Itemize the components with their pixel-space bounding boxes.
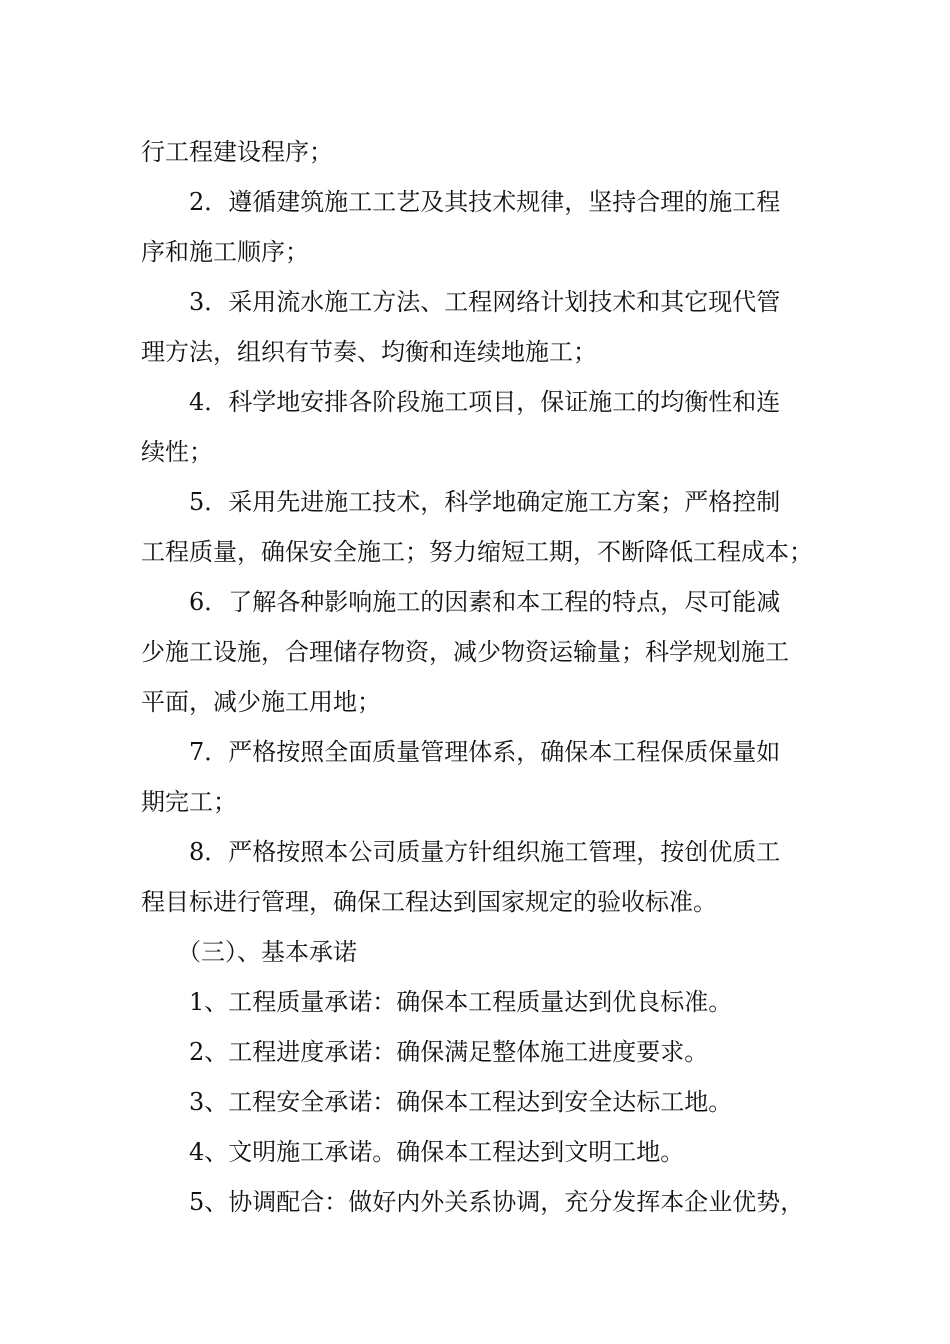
commitment-item-4 [141,1127,831,1177]
text-line: 1、工程质量承诺：确保本工程质量达到优良标准。 [189,988,733,1016]
text-line: 4．科学地安排各阶段施工项目，保证施工的均衡性和连 [189,388,781,416]
paragraph-item-6 [141,577,831,727]
text-line: 3、工程安全承诺：确保本工程达到安全达标工地。 [189,1088,733,1116]
paragraph-item-5 [141,477,831,577]
text-line: 少施工设施，合理储存物资，减少物资运输量；科学规划施工 [141,638,789,666]
text-line: 工程质量，确保安全施工；努力缩短工期，不断降低工程成本； [141,538,813,566]
heading-line: （三）、基本承诺 [177,938,357,966]
text-line: 3．采用流水施工方法、工程网络计划技术和其它现代管 [189,288,781,316]
document-body [141,127,831,1227]
section-heading [141,927,831,977]
text-line: 程目标进行管理，确保工程达到国家规定的验收标准。 [141,888,717,916]
text-line: 2、工程进度承诺：确保满足整体施工进度要求。 [189,1038,709,1066]
text-line: 2．遵循建筑施工工艺及其技术规律，坚持合理的施工程 [189,188,781,216]
text-line: 续性； [141,438,213,466]
text-line: 6．了解各种影响施工的因素和本工程的特点，尽可能减 [189,588,781,616]
text-line: 5、协调配合：做好内外关系协调，充分发挥本企业优势， [189,1188,805,1216]
commitment-item-3 [141,1077,831,1127]
commitment-item-2 [141,1027,831,1077]
paragraph-item-4 [141,377,831,477]
text-line: 5．采用先进施工技术，科学地确定施工方案；严格控制 [189,488,781,516]
paragraph-item-2 [141,177,831,277]
text-line: 8．严格按照本公司质量方针组织施工管理，按创优质工 [189,838,781,866]
text-line: 序和施工顺序； [141,238,309,266]
text-line: 4、文明施工承诺。确保本工程达到文明工地。 [189,1138,685,1166]
text-line: 理方法，组织有节奏、均衡和连续地施工； [141,338,597,366]
paragraph-continuation [141,127,831,177]
paragraph-item-7 [141,727,831,827]
commitment-item-1 [141,977,831,1027]
text-line: 7．严格按照全面质量管理体系，确保本工程保质保量如 [189,738,781,766]
commitment-item-5 [141,1177,831,1227]
paragraph-item-3 [141,277,831,377]
text-line: 行工程建设程序； [141,138,333,166]
text-line: 期完工； [141,788,237,816]
text-line: 平面，减少施工用地； [141,688,381,716]
paragraph-item-8 [141,827,831,927]
